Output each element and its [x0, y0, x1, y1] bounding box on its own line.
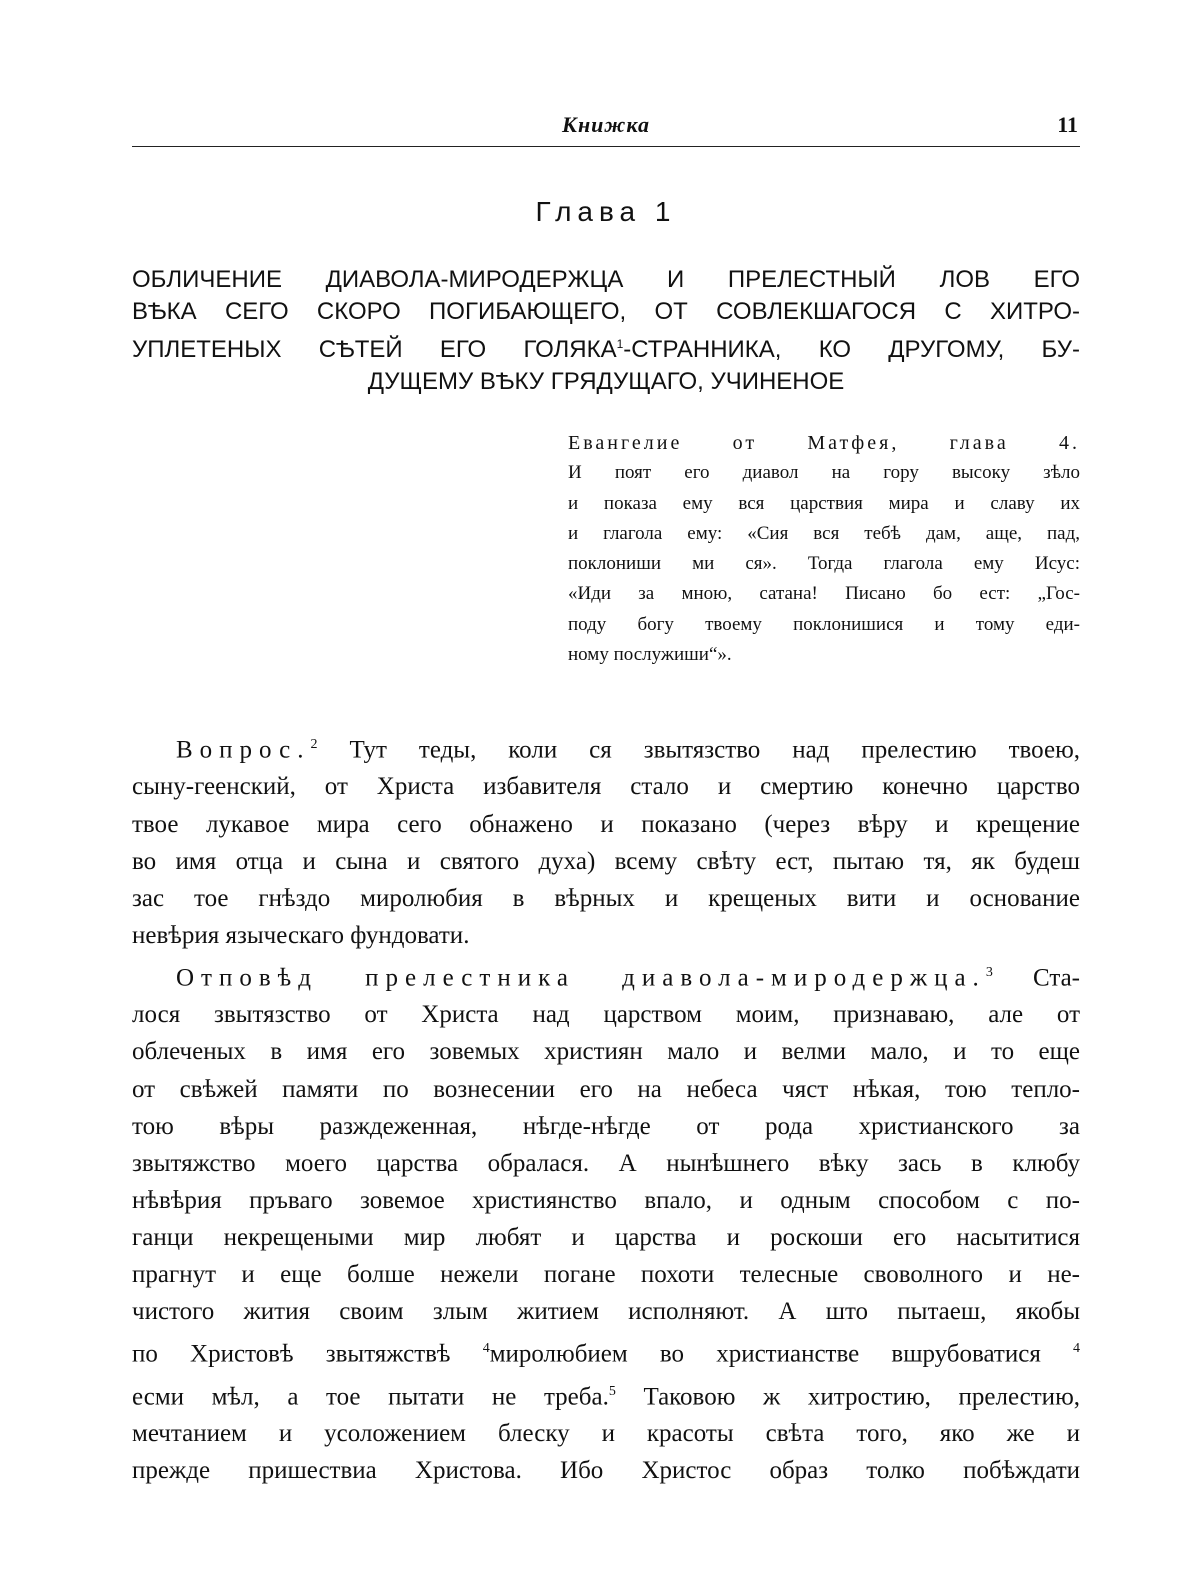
page-number: 11: [1057, 112, 1078, 137]
epigraph-line: поду богу твоему поклонишися и тому еди-: [568, 613, 1080, 635]
paragraph-line: нѣвѣрия пръваго зовемое християнство впало, и одным способом с по-: [132, 1186, 1080, 1214]
line-text: Таковою ж хитростию, прелестию,: [615, 1382, 1080, 1410]
speaker-answer: Отповѣд прелестника диавола-миродержца.: [176, 964, 986, 992]
epigraph-line: и глагола ему: «Сия вся тебѣ дам, аще, пад,: [568, 522, 1080, 544]
header-rule: [132, 146, 1080, 147]
document-page: [132, 0, 1080, 1588]
epigraph-line: ному послужиши“».: [568, 644, 732, 666]
paragraph-line: облеченых в имя его зовемых християн мало и велми мало, и то еще: [132, 1038, 1080, 1066]
paragraph-line: [132, 726, 1080, 768]
paragraph-line: тою вѣры разждеженная, нѣгде-нѣгде от рода христианского за: [132, 1112, 1080, 1140]
footnote-marker: 2: [310, 737, 318, 752]
footnote-marker: 4: [482, 1341, 490, 1357]
chapter-title-line: ВѢКА СЕГО СКОРО ПОГИБАЮЩЕГО, ОТ СОВЛЕКШАГОСЯ С ХИТРО-: [132, 298, 1080, 325]
epigraph-line: И поят его диавол на гору высоку зѣло: [568, 462, 1080, 484]
footnote-marker: 3: [985, 964, 993, 980]
chapter-title-fragment: УПЛЕТЕНЫХ СѢТЕЙ ЕГО ГОЛЯКА: [132, 336, 617, 363]
running-title: Книжка: [562, 112, 650, 137]
footnote-marker: 4: [1073, 1341, 1080, 1357]
chapter-title-line: ОБЛИЧЕНИЕ ДИАВОЛА-МИРОДЕРЖЦА И ПРЕЛЕСТНЫЙ ЛОВ ЕГО: [132, 266, 1080, 293]
line-text: есми мѣл, а тое пытати не треба.: [132, 1382, 609, 1410]
paragraph-line: прежде пришествиа Христова. Ибо Христос образ толко побѣждати: [132, 1457, 1080, 1485]
paragraph-line: во имя отца и сына и святого духа) всему свѣту ест, пытаю тя, як будеш: [132, 847, 1080, 875]
line-text: по Христовѣ звытяжствѣ: [132, 1340, 483, 1368]
paragraph-line: звытяжство моего царства обралася. А нынѣшнего вѣку зась в клюбу: [132, 1149, 1080, 1177]
chapter-title: [132, 264, 1080, 398]
epigraph-line: «Иди за мною, сатана! Писано бо ест: „Гос-: [568, 583, 1080, 605]
speaker-question: Вопрос.: [176, 736, 311, 764]
paragraph-line: [132, 1373, 1080, 1415]
epigraph-line: поклониши ми ся». Тогда глагола ему Исус:: [568, 553, 1080, 575]
paragraph-line: прагнут и еще болше нежели погане похоти телесные своволного и не-: [132, 1260, 1080, 1288]
chapter-title-line: [132, 328, 1080, 366]
body-text: [132, 726, 1080, 1489]
paragraph-line: невѣрия языческаго фундовати.: [132, 921, 470, 949]
paragraph-line: ганци некрещеными мир любят и царства и роскоши его насытитися: [132, 1223, 1080, 1251]
chapter-label: Глава 1: [535, 196, 677, 227]
chapter-title-line: ДУЩЕМУ ВѢКУ ГРЯДУЩАГО, УЧИНЕНОЕ: [367, 368, 845, 395]
paragraph-line: лося звытязство от Христа над царством моим, признаваю, але от: [132, 1001, 1080, 1029]
line-text: Ста-: [992, 964, 1080, 992]
epigraph-line: и показа ему вся царствия мира и славу их: [568, 492, 1080, 514]
paragraph-line: от свѣжей памяти по вознесении его на небеса чяст нѣкая, тою тепло-: [132, 1075, 1080, 1103]
paragraph-line: [132, 1330, 1080, 1372]
paragraph-line: [132, 954, 1080, 996]
running-head: [132, 112, 1080, 144]
footnote-marker: 1: [616, 337, 624, 351]
footnote-marker: 5: [608, 1383, 616, 1399]
epigraph-source: Евангелие от Матфея, глава 4.: [568, 432, 1080, 454]
chapter-title-fragment: -СТРАННИКА, КО ДРУГОМУ, БУ-: [623, 336, 1080, 363]
line-text: миролюбием во христианстве вшрубоватися: [489, 1340, 1073, 1368]
line-text: Тут теды, коли ся звытязство над прелестию твоею,: [317, 736, 1080, 764]
paragraph-line: чистого жития своим злым житием исполняют. А што пытаеш, якобы: [132, 1298, 1080, 1326]
paragraph-line: твое лукавое мира сего обнажено и показано (через вѣру и крещение: [132, 810, 1080, 838]
paragraph-line: мечтанием и усоложением блеску и красоты свѣта того, яко же и: [132, 1420, 1080, 1447]
paragraph-line: сыну-геенский, от Христа избавителя стало и смертию конечно царство: [132, 773, 1080, 801]
epigraph: [568, 428, 1080, 670]
paragraph-line: зас тое гнѣздо миролюбия в вѣрных и крещеных вити и основание: [132, 884, 1080, 912]
